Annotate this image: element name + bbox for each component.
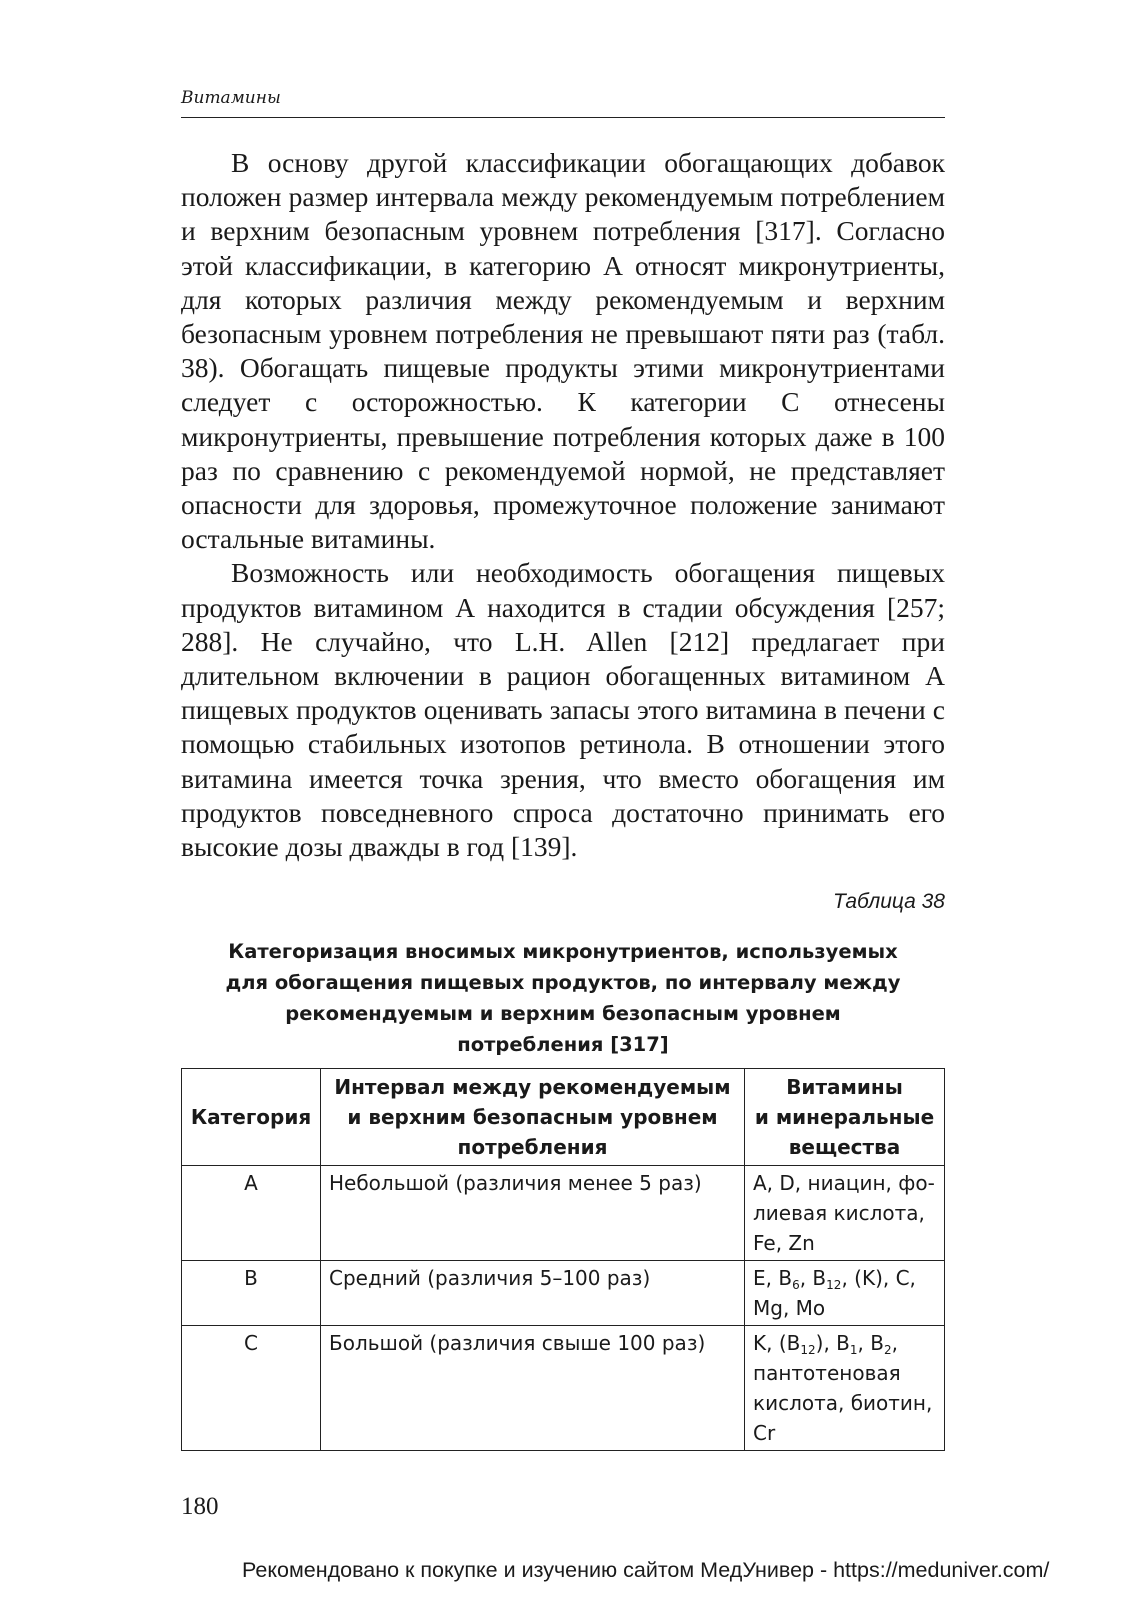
table-header-row <box>182 1069 945 1166</box>
caption-line: потребления [317] <box>457 1033 669 1056</box>
vitamins-line: А, D, ниацин, фо- <box>753 1171 935 1195</box>
cell-interval: Небольшой (различия менее 5 раз) <box>321 1166 745 1261</box>
header-line: Витамины <box>786 1075 903 1099</box>
cell-vitamins <box>745 1261 945 1326</box>
vitamins-line: кислота, биотин, <box>753 1391 933 1415</box>
subscript: 6 <box>792 1278 800 1293</box>
cell-category: В <box>182 1261 321 1326</box>
running-title: Витамины <box>181 88 281 108</box>
table-row <box>182 1261 945 1326</box>
subscript: 12 <box>800 1343 816 1358</box>
paragraph: Возможность или необходимость обогащения пищевых продуктов витамином А находится в стадии обсуждения [257; 288]. Не случайно, что L.H. Allen [212] предлагает при длительном включении в рацион обогащенных витамином А пищевых продуктов оценивать запасы этого витамина в печени с помощью стабильных изотопов ретинола. В отношении этого витамина имеется точка зрения, что вместо обогащения им продуктов повседневного спроса достаточно принимать его высокие дозы дважды в год [139]. <box>181 557 945 863</box>
paragraph: В основу другой классификации обогащающих добавок положен размер интервала между рекомендуемым потреблением и верхним безопасным уровнем потребления [317]. Согласно этой классификации, в категорию А относят микронутриенты, для которых различия между рекомендуемым и верхним безопасным уровнем потребления не превышают пяти раз (табл. 38). Обогащать пищевые продукты этими микронутриентами следует с осторожностью. К категории С отнесены микронутриенты, превышение потребления которых даже в 100 раз по сравнению с рекомендуемой нормой, не представляет опасности для здоровья, промежуточное положение занимают остальные витамины. <box>181 147 945 555</box>
header-line: потребления <box>457 1135 608 1159</box>
header-vitamins <box>745 1069 945 1166</box>
vitamins-line: Fe, Zn <box>753 1231 815 1255</box>
vitamins-line: пантотеновая <box>753 1361 901 1385</box>
running-head <box>181 88 945 118</box>
header-line: и верхним безопасным уровнем <box>347 1105 718 1129</box>
vitamins-line: K, $(B_{12})$, $B_1$, $B_2$, <box>753 1331 898 1358</box>
table-row <box>182 1326 945 1451</box>
subscript: 2 <box>883 1343 892 1358</box>
cell-category: С <box>182 1326 321 1451</box>
vitamins-line: E, $B_6$, $B_{12}$, (K), C, <box>753 1266 916 1293</box>
header-category: Категория <box>182 1069 321 1166</box>
cell-vitamins <box>745 1326 945 1451</box>
cell-vitamins <box>745 1166 945 1261</box>
caption-line: для обогащения пищевых продуктов, по интервалу между <box>225 971 901 994</box>
header-line: вещества <box>788 1135 901 1159</box>
subscript: 12 <box>826 1278 842 1293</box>
subscript: 1 <box>849 1343 858 1358</box>
footer-recommendation: Рекомендовано к покупке и изучению сайтом МедУнивер - https://meduniver.com/ <box>242 1558 1050 1582</box>
table-row <box>182 1166 945 1261</box>
caption-line: рекомендуемым и верхним безопасным уровнем <box>285 1002 841 1025</box>
vitamins-line: Cr <box>753 1421 776 1445</box>
table-body <box>182 1166 945 1451</box>
header-line: и минеральные <box>754 1105 935 1129</box>
cell-category: А <box>182 1166 321 1261</box>
header-interval <box>321 1069 745 1166</box>
page-number: 180 <box>181 1493 219 1520</box>
header-line: Интервал между рекомендуемым <box>334 1075 731 1099</box>
vitamins-line: Mg, Mo <box>753 1296 826 1320</box>
table-label: Таблица 38 <box>832 890 945 913</box>
caption-line: Категоризация вносимых микронутриентов, используемых <box>228 940 898 963</box>
table-caption <box>181 936 945 1060</box>
cell-interval: Средний (различия 5–100 раз) <box>321 1261 745 1326</box>
categorization-table <box>181 1068 945 1451</box>
body-text <box>181 146 945 864</box>
vitamins-line: лиевая кислота, <box>753 1201 925 1225</box>
cell-interval: Большой (различия свыше 100 раз) <box>321 1326 745 1451</box>
